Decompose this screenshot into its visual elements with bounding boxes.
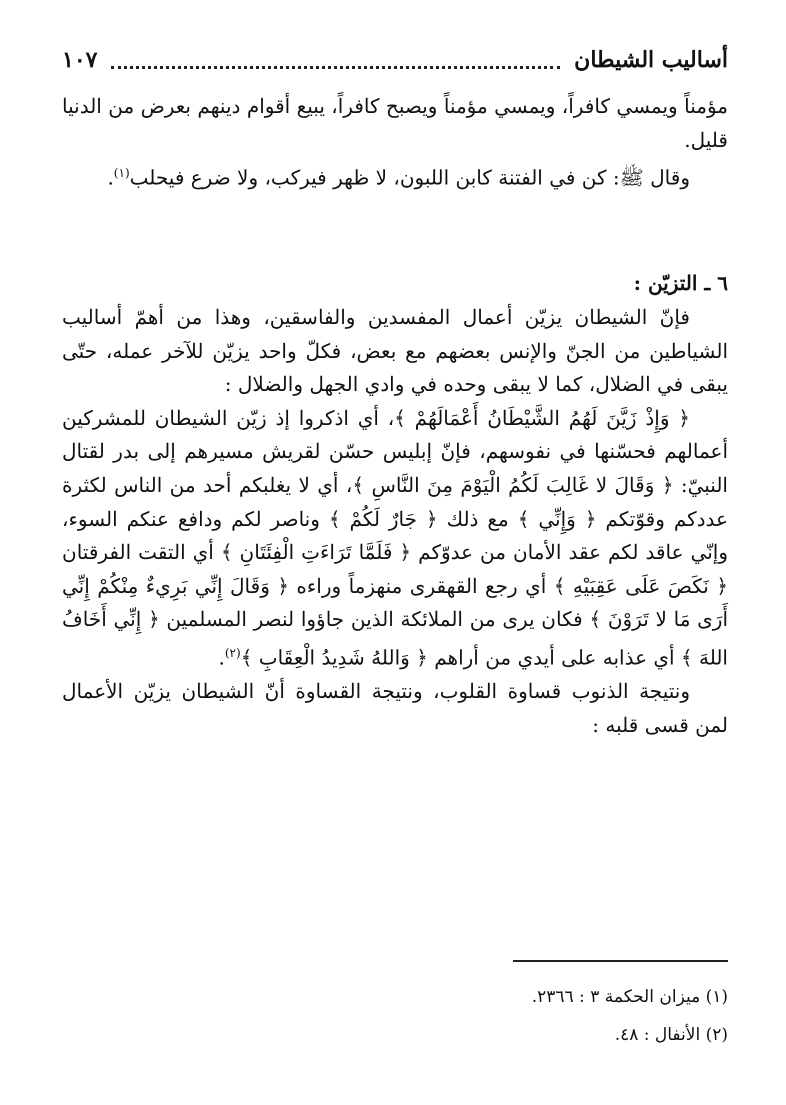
footnote-ref-1: (١)	[113, 166, 130, 181]
footnote-divider	[513, 960, 728, 962]
conclusion-paragraph: ونتيجة الذنوب قساوة القلوب، ونتيجة القساوة أنّ الشيطان يزيّن الأعمال لمن قسى قلبه :	[62, 679, 728, 737]
commentary-text: ﴿ وَإِذْ زَيَّنَ لَهُمُ الشَّيْطَانُ أَعْمَالَهُمْ ﴾، أي اذكروا إذ زيّن الشيطان للمشركين أعمالهم فحسّنها في نفوسهم، فإنّ إبليس حسّن لقريش مسيرهم إلى بدر لقتال النبيّ: ﴿ وَقَالَ لا غَالِبَ لَكُمُ الْيَوْمَ مِنَ النَّاسِ ﴾، أي لا يغلبكم أحد من الناس لكثرة عددكم وقوّتكم ﴿ وَإِنِّي ﴾ مع ذلك ﴿ جَارٌ لَكُمْ ﴾ وناصر لكم ودافع عنكم السوء، وإنّي عاقد لكم عقد الأمان من عدوّكم ﴿ فَلَمَّا تَرَاءَتِ الْفِئَتَانِ ﴾ أي التقت الفرقتان ﴿ نَكَصَ عَلَى عَقِبَيْهِ ﴾ أي رجع القهقرى منهزماً وراءه ﴿ وَقَالَ إِنِّي بَرِيءٌ مِنْكُمْ إِنِّي أَرَى مَا لا تَرَوْنَ ﴾ فكان يرى من الملائكة الذين جاؤوا لنصر المسلمين ﴿ إِنِّي أَخَافُ اللهَ ﴾ أي عذابه على أيدي من أراهم ﴿ وَاللهُ شَدِيدُ الْعِقَابِ ﴾	[62, 405, 729, 670]
paragraph-continuation: مؤمناً ويمسي كافراً، ويمسي مؤمناً ويصبح كافراً، يبيع أقوام دينهم بعرض من الدنيا قليل.	[62, 94, 728, 152]
footnote-1: (١) ميزان الحكمة ٣ : ٢٣٦٦.	[531, 987, 728, 1007]
header-title: أساليب الشيطان	[574, 47, 728, 73]
section-gap	[62, 195, 728, 267]
footnote-ref-2: (٢)	[224, 645, 241, 660]
quran-commentary-paragraph	[62, 402, 728, 675]
footnote-2: (٢) الأنفال : ٤٨.	[614, 1025, 728, 1045]
hadith-text: وقال ﷺ: كن في الفتنة كابن اللبون، لا ظهر فيركب، ولا ضرع فيحلب	[129, 165, 690, 190]
running-header	[62, 42, 728, 78]
footnotes	[300, 978, 728, 1054]
intro-paragraph: فإنّ الشيطان يزيّن أعمال المفسدين والفاسقين، وهذا من أهمّ أساليب الشياطين من الجنّ والإنس بعضهم مع بعض، فكلّ واحد يزيّن للآخر عمله، حتّى يبقى في الضلال، كما لا يبقى وحده في وادي الجهل والضلال :	[62, 305, 728, 397]
period: .	[218, 645, 225, 670]
hadith-paragraph	[62, 157, 728, 195]
period: .	[107, 165, 114, 190]
main-text	[62, 90, 728, 742]
header-leader-dots	[111, 52, 560, 69]
page-number: ١٠٧	[62, 47, 98, 73]
section-heading: ٦ ـ التزيّن :	[633, 271, 728, 296]
